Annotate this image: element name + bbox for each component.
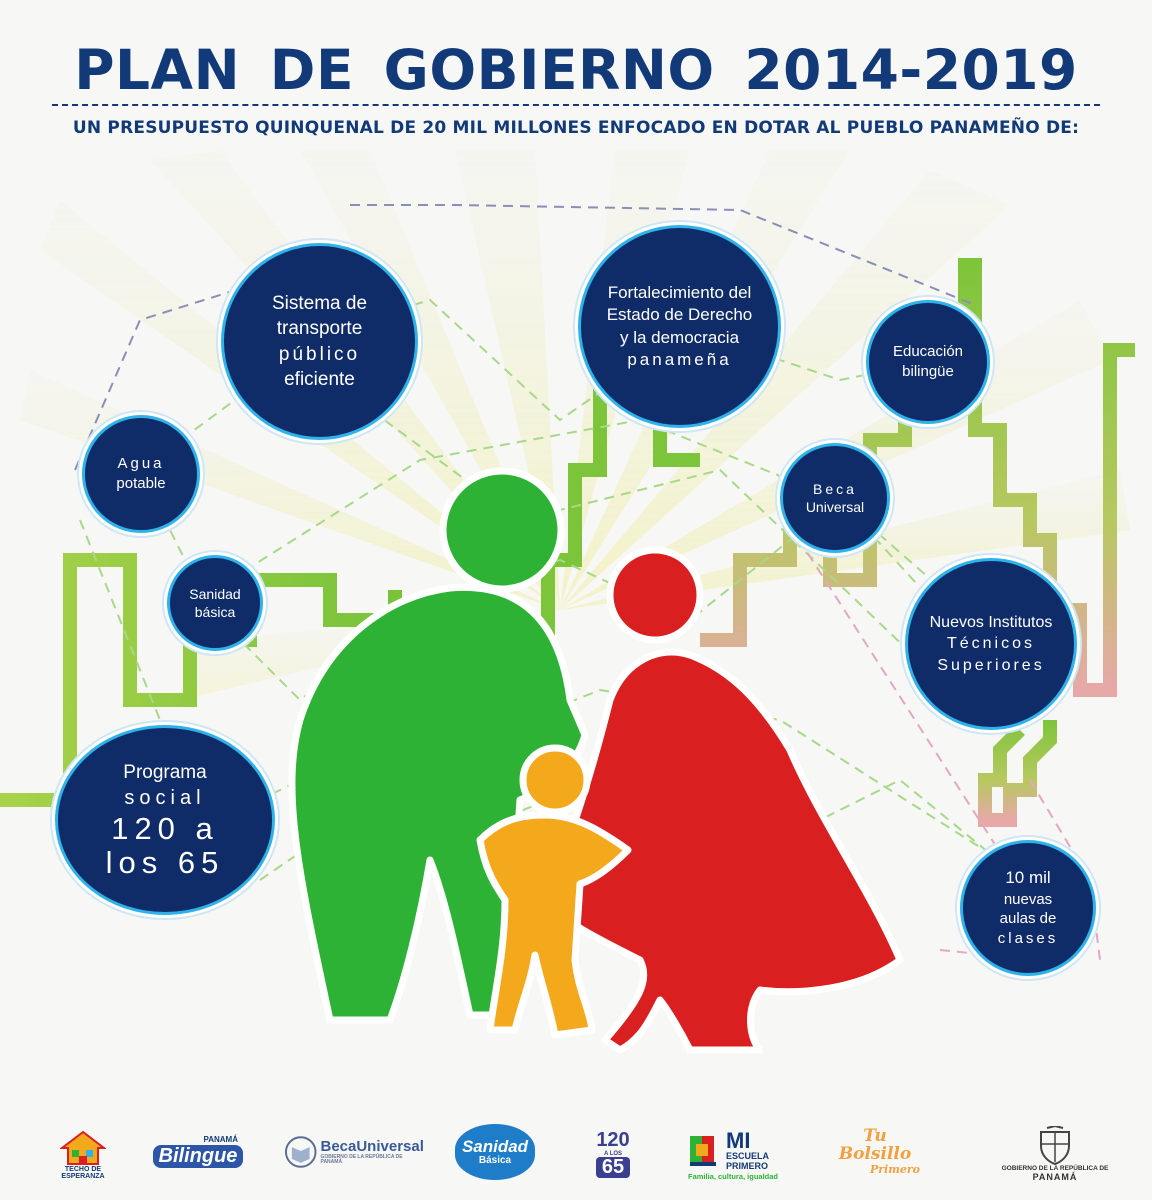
- bubble-programa-120-a-los-65: Programa social 120 a los 65: [55, 725, 275, 915]
- logo-beca-universal: BecaUniversal GOBIERNO DE LA REPÚBLICA DE PANAMÁ: [284, 1128, 424, 1176]
- book-icon: [284, 1135, 317, 1169]
- coat-of-arms-icon: [1037, 1126, 1073, 1166]
- page-subtitle: UN PRESUPUESTO QUINQUENAL DE 20 MIL MILLONES ENFOCADO EN DOTAR AL PUEBLO PANAMEÑO DE:: [72, 118, 1080, 138]
- bubble-agua-potable: Agua potable: [82, 415, 200, 533]
- logo-panama-bilingue: PANAMÁ Bilingue: [152, 1132, 244, 1172]
- logo-gobierno-de-panama: GOBIERNO DE LA REPÚBLICA DE PANAMÁ: [1000, 1118, 1110, 1190]
- bubble-transporte: Sistema de transporte público eficiente: [221, 243, 418, 440]
- bubble-estado-de-derecho: Fortalecimiento del Estado de Derecho y la democracia panameña: [578, 225, 781, 428]
- house-icon: [60, 1130, 106, 1166]
- bubble-sanidad-basica: Sanidad básica: [167, 555, 263, 651]
- logo-tu-bolsillo-primero: Tu Bolsillo Primero: [838, 1126, 920, 1177]
- logo-mi-escuela-primero: MI ESCUELA PRIMERO Familia, cultura, igualdad: [688, 1128, 779, 1182]
- page-title: PLAN DE GOBIERNO 2014-2019: [74, 38, 1078, 102]
- logo-techo-de-esperanza: TECHO DE ESPERANZA: [52, 1124, 114, 1186]
- title-divider: [52, 104, 1100, 106]
- logo-sanidad-basica: Sanidad Básica: [455, 1124, 535, 1180]
- bubble-beca-universal: Beca Universal: [780, 443, 890, 553]
- book-flag-icon: [688, 1132, 722, 1168]
- logo-120-a-los-65: 120 A LOS 65: [596, 1128, 630, 1179]
- mother-figure: [545, 550, 900, 1050]
- footer-logos: [0, 1118, 1152, 1200]
- bubble-institutos-tecnicos: Nuevos Institutos Técnicos Superiores: [905, 558, 1077, 730]
- bubble-educacion-bilingue: Educación bilingüe: [866, 300, 990, 424]
- bubble-aulas-de-clases: 10 mil nuevas aulas de clases: [960, 840, 1096, 976]
